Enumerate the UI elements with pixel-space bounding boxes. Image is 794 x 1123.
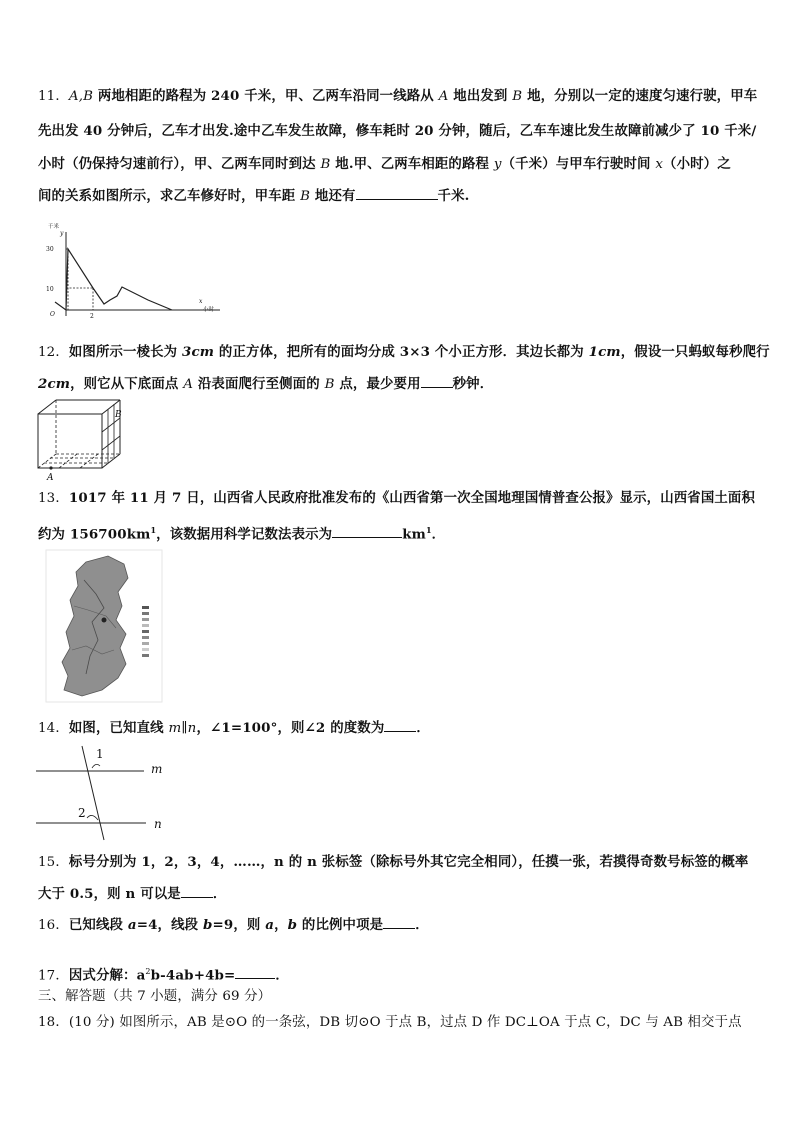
q15-number: 15． — [38, 855, 69, 870]
q11-line-3: 小时（仍保持匀速前行），甲、乙两车同时到达 B 地.甲、乙两车相距的路程 y（千米）与甲车行驶时间 x（小时）之 — [38, 156, 731, 172]
legend-swatch — [142, 648, 149, 651]
legend-swatch — [142, 618, 149, 621]
line-m-label: m — [151, 762, 163, 776]
q11-line-1: 11．A,B 两地相距的路程为 240 千米，甲、乙两车沿同一线路从 A 地出发到 B 地，分别以一定的速度匀速行驶，甲车 — [38, 88, 758, 104]
y-tick-10: 10 — [46, 286, 54, 293]
x-tick-2: 2 — [90, 313, 94, 320]
angle-2-arc — [87, 815, 98, 820]
q18-line-1: 18．(10 分) 如图所示，AB 是⊙O 的一条弦，DB 切⊙O 于点 B，过点 D 作 DC⊥OA 于点 C，DC 与 AB 相交于点 — [38, 1015, 742, 1030]
q13-number: 13． — [38, 491, 69, 506]
q15-line-1: 15．标号分别为 1，2，3，4，……，n 的 n 张标签（除标号外其它完全相同），任摸一张，若摸得奇数号标签的概率 — [38, 854, 749, 870]
angle-2-label: 2 — [78, 806, 86, 820]
x-unit-label: 小时 — [203, 307, 215, 313]
y-variable-label: y — [60, 230, 64, 237]
x-variable-label: x — [199, 298, 203, 305]
answer-blank — [384, 719, 416, 732]
q17-line-1: 17．因式分解：$a^2b-4ab+4b=$ ． — [38, 967, 289, 984]
parallel-lines-figure — [36, 744, 176, 840]
angle-1-arc — [92, 764, 100, 768]
q12-number: 12． — [38, 345, 69, 360]
legend-swatch — [142, 636, 149, 639]
q16-number: 16． — [38, 918, 69, 933]
legend-swatch — [142, 624, 149, 627]
point-b-label: B — [115, 410, 122, 420]
q13-line-1: 13．1017 年 11 月 7 日，山西省人民政府批准发布的《山西省第一次全国地理国情普查公报》显示，山西省国土面积 — [38, 490, 756, 506]
q13-line-2: 约为 $156700km^1$，该数据用科学记数法表示为 $km^1$． — [38, 525, 446, 543]
legend-swatch — [142, 612, 149, 615]
origin-label: O — [50, 311, 55, 318]
answer-blank — [383, 916, 415, 929]
answer-blank — [181, 885, 213, 898]
y-unit-label: 千米 — [48, 224, 60, 230]
q11-line-2: 先出发 40 分钟后，乙车才出发.途中乙车发生故障，修车耗时 20 分钟，随后，乙车车速比发生故障前减少了 10 千米/ — [38, 123, 757, 139]
q14-number: 14． — [38, 721, 69, 736]
distance-polyline — [55, 249, 172, 310]
q14-line-1: 14．如图，已知直线 m∥n，∠1=100°，则∠2 的度数为 ． — [38, 720, 430, 736]
y-tick-30: 30 — [46, 246, 54, 253]
shanxi-map-image — [46, 550, 162, 702]
answer-blank — [332, 525, 402, 538]
distance-time-graph — [40, 220, 230, 325]
legend-swatch — [142, 654, 149, 657]
legend-swatch — [142, 642, 149, 645]
answer-blank — [421, 375, 453, 388]
legend-swatch — [142, 606, 149, 609]
legend-swatch — [142, 630, 149, 633]
q16-line-1: 16．已知线段 a=4，线段 b=9，则 a，b 的比例中项是 ． — [38, 917, 429, 933]
line-n-label: n — [154, 817, 162, 831]
answer-blank — [235, 966, 275, 979]
point-a-dot — [49, 466, 52, 469]
q17-number: 17． — [38, 968, 69, 984]
q11-line-4: 间的关系如图所示，求乙车修好时，甲车距 B 地还有 千米. — [38, 188, 470, 204]
q11-number: 11． — [38, 89, 69, 104]
point-a-label: A — [47, 473, 54, 483]
angle-1-label: 1 — [96, 747, 104, 761]
cube-figure — [34, 398, 134, 482]
q12-line-2: 2cm，则它从下底面点 A 沿表面爬行至侧面的 B 点，最少要用 秒钟． — [38, 376, 494, 392]
q12-line-1: 12．如图所示一棱长为 3cm 的正方体，把所有的面均分成 3×3 个小正方形．其边长都为 1cm，假设一只蚂蚁每秒爬行 — [38, 344, 770, 360]
q15-line-2: 大于 0.5，则 n 可以是 ． — [38, 886, 227, 902]
answer-blank — [356, 187, 438, 200]
section-heading: 三、解答题（共 7 小题，满分 69 分） — [38, 989, 272, 1004]
